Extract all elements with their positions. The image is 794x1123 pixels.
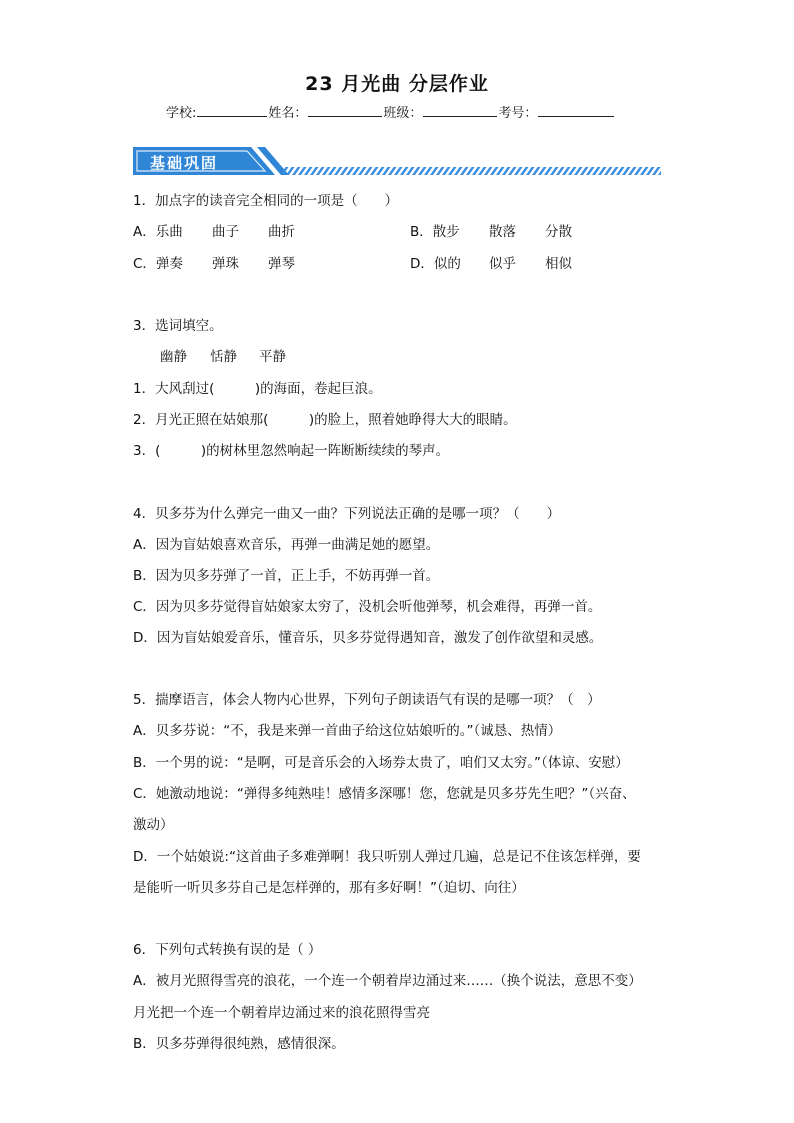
q1-option-a-word2: 曲子 [212, 224, 239, 240]
section-title: 基础巩固 [150, 154, 219, 172]
q1-option-c-word3: 弹琴 [268, 256, 295, 272]
q6-line-1: A．被月光照得雪亮的浪花，一个连一个朝着岸边涌过来……（换个说法，意思不变） [133, 973, 642, 989]
q3-word-3: 平静 [259, 349, 286, 365]
q1-option-b-word2: 散落 [489, 224, 516, 240]
q1-option-c-label: C．弹奏 [133, 256, 183, 272]
page-title: 23 月光曲 分层作业 [305, 73, 489, 95]
q1-option-a-label: A．乐曲 [133, 224, 183, 240]
class-label: 班级： [383, 106, 423, 121]
q3-item-3: 3．( )的树林里忽然响起一阵断断续续的琴声。 [133, 443, 450, 459]
q1-stem: 1．加点字的读音完全相同的一项是（ ） [133, 193, 399, 209]
exam-no-blank[interactable] [538, 102, 614, 117]
school-label: 学校: [166, 106, 197, 121]
q3-word-2: 恬静 [210, 349, 237, 365]
q3-item-1: 1．大风刮过( )的海面，卷起巨浪。 [133, 381, 382, 397]
q1-option-d-label: D．似的 [410, 256, 461, 272]
q5-line-4: 激动） [133, 817, 174, 833]
class-blank[interactable] [423, 102, 497, 117]
q6-line-3: B．贝多芬弹得很纯熟，感情很深。 [133, 1036, 345, 1052]
q5-line-6: 是能听一听贝多芬自己是怎样弹的，那有多好啊！”（迫切、向往） [133, 880, 525, 896]
q5-stem: 5．揣摩语言，体会人物内心世界，下列句子朗读语气有误的是哪一项？（ ） [133, 692, 601, 708]
q1-option-d-word3: 相似 [545, 256, 572, 272]
q3-stem: 3．选词填空。 [133, 318, 223, 334]
q4-stem: 4．贝多芬为什么弹完一曲又一曲？下列说法正确的是哪一项？（ ） [133, 506, 561, 522]
name-label: 姓名： [268, 106, 308, 121]
q5-line-2: B．一个男的说：“是啊，可是音乐会的入场券太贵了，咱们又太穷。”（体谅、安慰） [133, 755, 629, 771]
q1-option-d-word2: 似乎 [489, 256, 516, 272]
q3-item-2: 2．月光正照在姑娘那( )的脸上，照着她睁得大大的眼睛。 [133, 412, 517, 428]
q6-line-2: 月光把一个连一个朝着岸边涌过来的浪花照得雪亮 [133, 1005, 430, 1021]
q1-option-b-word3: 分散 [545, 224, 572, 240]
q1-option-b-label: B．散步 [410, 224, 460, 240]
q1-option-a-word3: 曲折 [268, 224, 295, 240]
student-info-line [166, 102, 615, 121]
q5-line-1: A．贝多芬说：“不，我是来弹一首曲子给这位姑娘听的。”（诚恳、热情） [133, 723, 562, 739]
name-blank[interactable] [308, 102, 382, 117]
q3-word-1: 幽静 [160, 349, 187, 365]
exam-no-label: 考号： [498, 106, 538, 121]
q6-stem: 6．下列句式转换有误的是（ ） [133, 942, 322, 958]
q4-option-d: D．因为盲姑娘爱音乐，懂音乐，贝多芬觉得遇知音，激发了创作欲望和灵感。 [133, 630, 603, 646]
q4-option-a: A．因为盲姑娘喜欢音乐，再弹一曲满足她的愿望。 [133, 537, 440, 553]
q4-option-b: B．因为贝多芬弹了一首，正上手，不妨再弹一首。 [133, 568, 440, 584]
q5-line-5: D．一个姑娘说:“这首曲子多难弹啊！我只听别人弹过几遍，总是记不住该怎样弹，要 [133, 849, 641, 865]
q5-line-3: C．她激动地说：“弹得多纯熟哇！感情多深哪！您，您就是贝多芬先生吧？”（兴奋、 [133, 786, 636, 802]
q1-option-c-word2: 弹珠 [212, 256, 239, 272]
school-blank[interactable] [197, 102, 267, 117]
q4-option-c: C．因为贝多芬觉得盲姑娘家太穷了，没机会听他弹琴，机会难得，再弹一首。 [133, 599, 602, 615]
